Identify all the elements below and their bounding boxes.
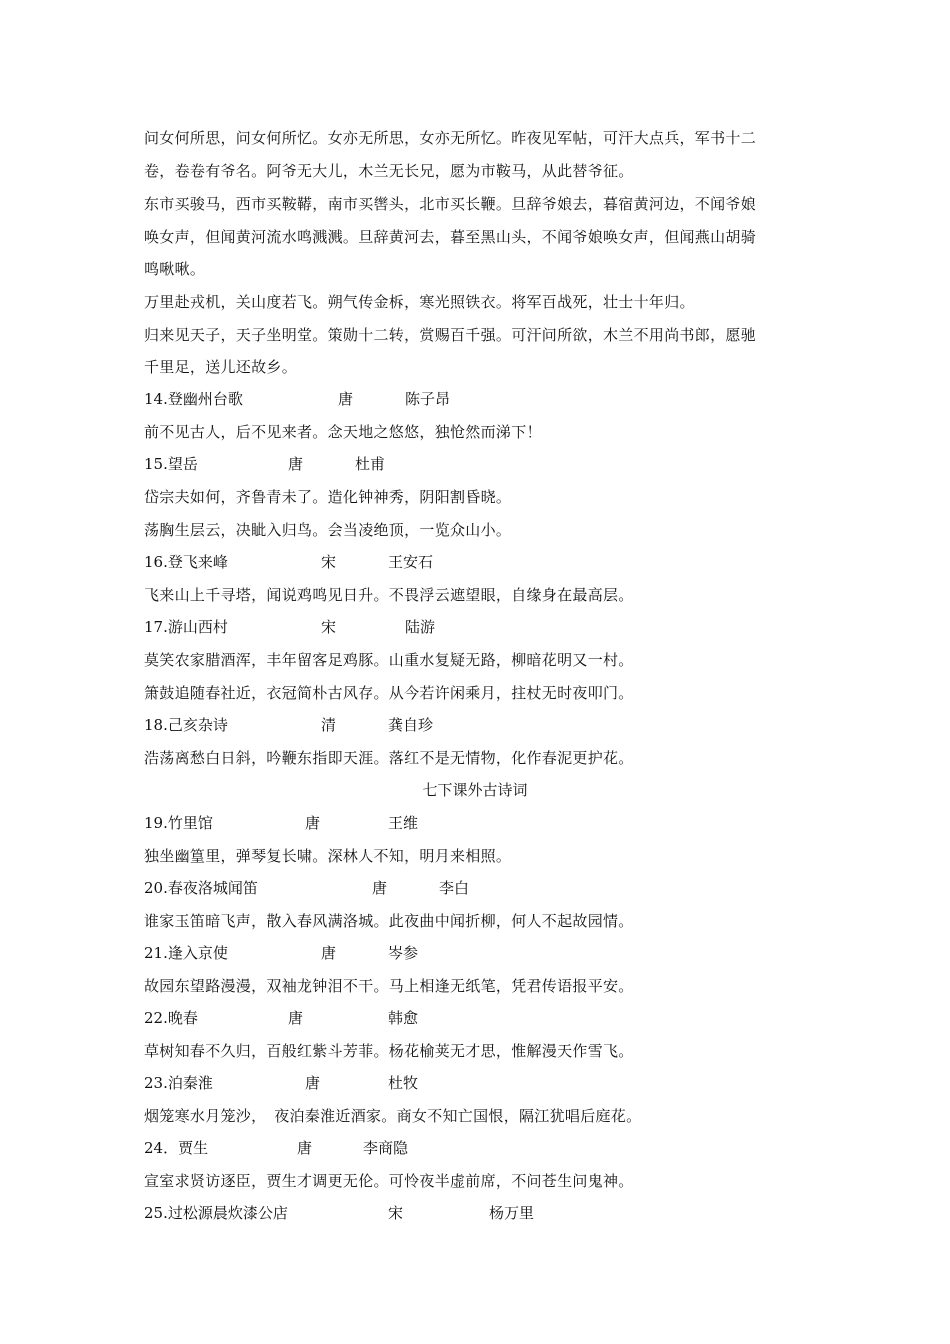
poem-dynasty: 宋	[388, 1204, 404, 1222]
poem-title: 16.登飞来峰	[144, 553, 228, 571]
poem-dynasty: 唐	[297, 1139, 313, 1157]
poem-title: 19.竹里馆	[144, 814, 213, 832]
poem-author: 王安石	[388, 553, 434, 571]
poem-text: 宣室求贤访逐臣，贾生才调更无伦。可怜夜半虚前席，不问苍生问鬼神。	[144, 1172, 634, 1190]
poem-title: 18.己亥杂诗	[144, 716, 228, 734]
text-line: 卷，卷卷有爷名。阿爷无大儿，木兰无长兄，愿为市鞍马，从此替爷征。	[144, 162, 634, 180]
text-line: 千里足，送儿还故乡。	[144, 358, 298, 376]
poem-author: 王维	[388, 814, 419, 832]
poem-title: 15.望岳	[144, 455, 198, 473]
poem-dynasty: 唐	[305, 814, 321, 832]
poem-text: 莫笑农家腊酒浑，丰年留客足鸡豚。山重水复疑无路，柳暗花明又一村。	[144, 651, 634, 669]
poem-dynasty: 唐	[338, 390, 354, 408]
poem-title: 23.泊秦淮	[144, 1074, 213, 1092]
poem-text: 故园东望路漫漫，双袖龙钟泪不干。马上相逢无纸笔，凭君传语报平安。	[144, 977, 634, 995]
section-heading: 七下课外古诗词	[422, 781, 528, 799]
poem-dynasty: 宋	[321, 553, 337, 571]
poem-title: 20.春夜洛城闻笛	[144, 879, 258, 897]
poem-text: 烟笼寒水月笼沙， 夜泊秦淮近酒家。商女不知亡国恨，隔江犹唱后庭花。	[144, 1107, 642, 1125]
poem-text: 飞来山上千寻塔，闻说鸡鸣见日升。不畏浮云遮望眼，自缘身在最高层。	[144, 586, 634, 604]
poem-title: 17.游山西村	[144, 618, 228, 636]
text-line: 万里赴戎机，关山度若飞。朔气传金柝，寒光照铁衣。将军百战死，壮士十年归。	[144, 293, 695, 311]
poem-title: 24．贾生	[144, 1139, 209, 1157]
poem-dynasty: 唐	[288, 455, 304, 473]
poem-author: 李商隐	[363, 1139, 409, 1157]
poem-dynasty: 清	[321, 716, 337, 734]
poem-author: 龚自珍	[388, 716, 434, 734]
text-line: 归来见天子，天子坐明堂。策勋十二转，赏赐百千强。可汗问所欲，木兰不用尚书郎，愿驰	[144, 326, 757, 344]
poem-author: 杜牧	[388, 1074, 419, 1092]
poem-title: 14.登幽州台歌	[144, 390, 243, 408]
poem-text: 浩荡离愁白日斜，吟鞭东指即天涯。落红不是无情物，化作春泥更护花。	[144, 749, 634, 767]
poem-dynasty: 唐	[305, 1074, 321, 1092]
poem-dynasty: 唐	[372, 879, 388, 897]
poem-text: 前不见古人，后不见来者。念天地之悠悠，独怆然而涕下！	[144, 423, 542, 441]
poem-text: 箫鼓追随春社近，衣冠简朴古风存。从今若许闲乘月，拄杖无时夜叩门。	[144, 684, 634, 702]
poem-author: 杨万里	[489, 1204, 535, 1222]
poem-title: 22.晚春	[144, 1009, 198, 1027]
text-line: 东市买骏马，西市买鞍鞯，南市买辔头，北市买长鞭。旦辞爷娘去，暮宿黄河边，不闻爷娘	[144, 195, 757, 213]
poem-text: 荡胸生层云，决眦入归鸟。会当凌绝顶，一览众山小。	[144, 521, 512, 539]
poem-title: 21.逢入京使	[144, 944, 228, 962]
poem-author: 李白	[439, 879, 470, 897]
poem-title: 25.过松源晨炊漆公店	[144, 1204, 288, 1222]
text-line: 问女何所思，问女何所忆。女亦无所思，女亦无所忆。昨夜见军帖，可汗大点兵，军书十二	[144, 129, 757, 147]
poem-author: 韩愈	[388, 1009, 419, 1027]
poem-text: 谁家玉笛暗飞声，散入春风满洛城。此夜曲中闻折柳，何人不起故园情。	[144, 912, 634, 930]
poem-author: 岑参	[388, 944, 419, 962]
poem-dynasty: 宋	[321, 618, 337, 636]
poem-author: 陆游	[405, 618, 436, 636]
poem-text: 岱宗夫如何，齐鲁青未了。造化钟神秀，阴阳割昏晓。	[144, 488, 512, 506]
text-line: 鸣啾啾。	[144, 260, 206, 278]
poem-text: 草树知春不久归，百般红紫斗芳菲。杨花榆荚无才思，惟解漫天作雪飞。	[144, 1042, 634, 1060]
poem-dynasty: 唐	[288, 1009, 304, 1027]
poem-text: 独坐幽篁里，弹琴复长啸。深林人不知，明月来相照。	[144, 847, 512, 865]
poem-author: 杜甫	[355, 455, 386, 473]
poem-dynasty: 唐	[321, 944, 337, 962]
poem-author: 陈子昂	[405, 390, 451, 408]
text-line: 唤女声，但闻黄河流水鸣溅溅。旦辞黄河去，暮至黑山头，不闻爷娘唤女声，但闻燕山胡骑	[144, 228, 757, 246]
